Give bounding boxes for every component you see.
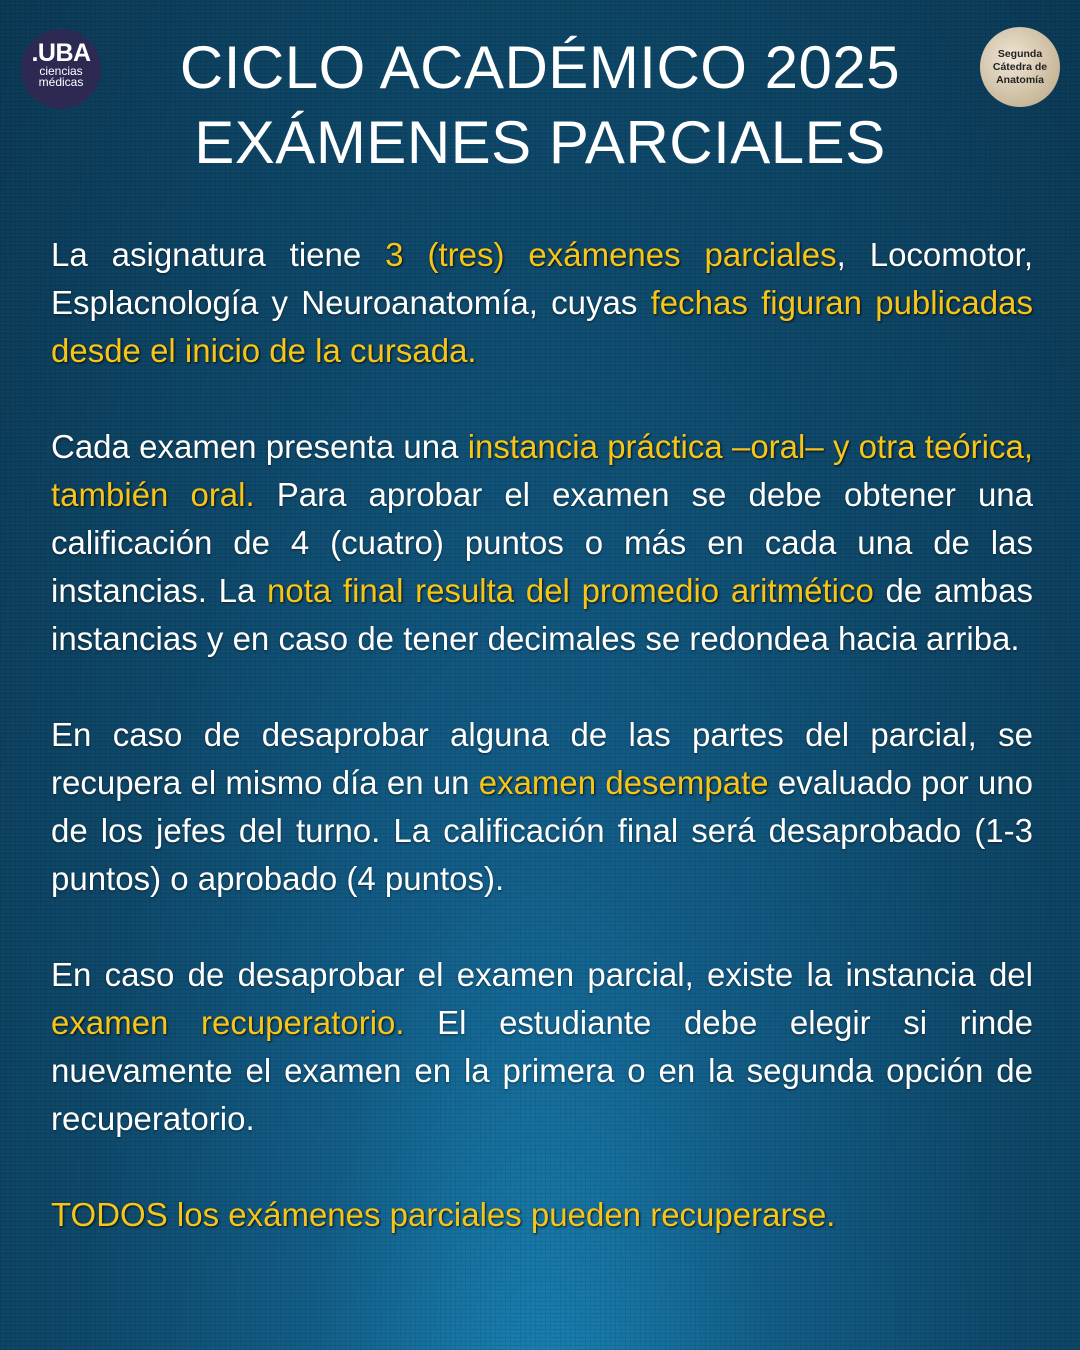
catedra-logo-line1: Segunda [997, 47, 1043, 60]
paragraph-exams [51, 231, 1033, 375]
paragraph-todos [51, 1191, 1033, 1239]
text: evaluado por uno de los jefes del turno. La calificación final será desaprobado (1-3 puntos) o aprobado (4 puntos). [51, 764, 1033, 897]
highlight-text: 3 (tres) exámenes parciales [385, 236, 837, 273]
text: Cada examen presenta una [51, 428, 468, 465]
text: La asignatura tiene [51, 236, 386, 273]
paragraph-instances [51, 423, 1033, 663]
text: de ambas instancias y en caso de tener decimales se redondea hacia arriba. [51, 572, 1033, 657]
text: Para aprobar el examen se debe obtener una calificación de 4 (cuatro) puntos o más en cada una de las instancias. La [51, 476, 1033, 609]
text: En caso de desaprobar alguna de las partes del parcial, se recupera el mismo día en un [51, 716, 1033, 801]
highlight-text: examen desempate [478, 764, 769, 801]
highlight-text: nota final resulta del promedio aritmético [266, 572, 874, 609]
text: , Locomotor, Esplacnología y Neuroanatomía, cuyas [51, 236, 1033, 321]
title-line-1: CICLO ACADÉMICO 2025 [179, 34, 901, 101]
paragraph-desempate [51, 711, 1033, 903]
text: El estudiante debe elegir si rinde nuevamente el examen en la primera o en la segunda opción de recuperatorio. [51, 1004, 1033, 1137]
page-title [0, 30, 1080, 180]
text: En caso de desaprobar el examen parcial, existe la instancia del [51, 956, 1033, 993]
highlight-text: examen recuperatorio. [51, 1004, 405, 1041]
uba-logo-line1: ciencias [39, 64, 83, 78]
content-body [51, 231, 1033, 1287]
catedra-logo-line3: Anatomía [996, 73, 1044, 86]
paragraph-recuperatorio [51, 951, 1033, 1143]
title-line-2: EXÁMENES PARCIALES [194, 109, 886, 176]
highlight-text: instancia práctica –oral– y otra teórica, también oral. [51, 428, 1033, 513]
highlight-text: TODOS los exámenes parciales pueden recuperarse. [51, 1196, 836, 1233]
catedra-logo-line2: Cátedra de [992, 60, 1048, 73]
highlight-text: fechas figuran publicadas desde el inicio de la cursada. [51, 284, 1033, 369]
uba-logo-main: .UBA [31, 39, 91, 67]
uba-logo-line2: médicas [38, 75, 84, 89]
